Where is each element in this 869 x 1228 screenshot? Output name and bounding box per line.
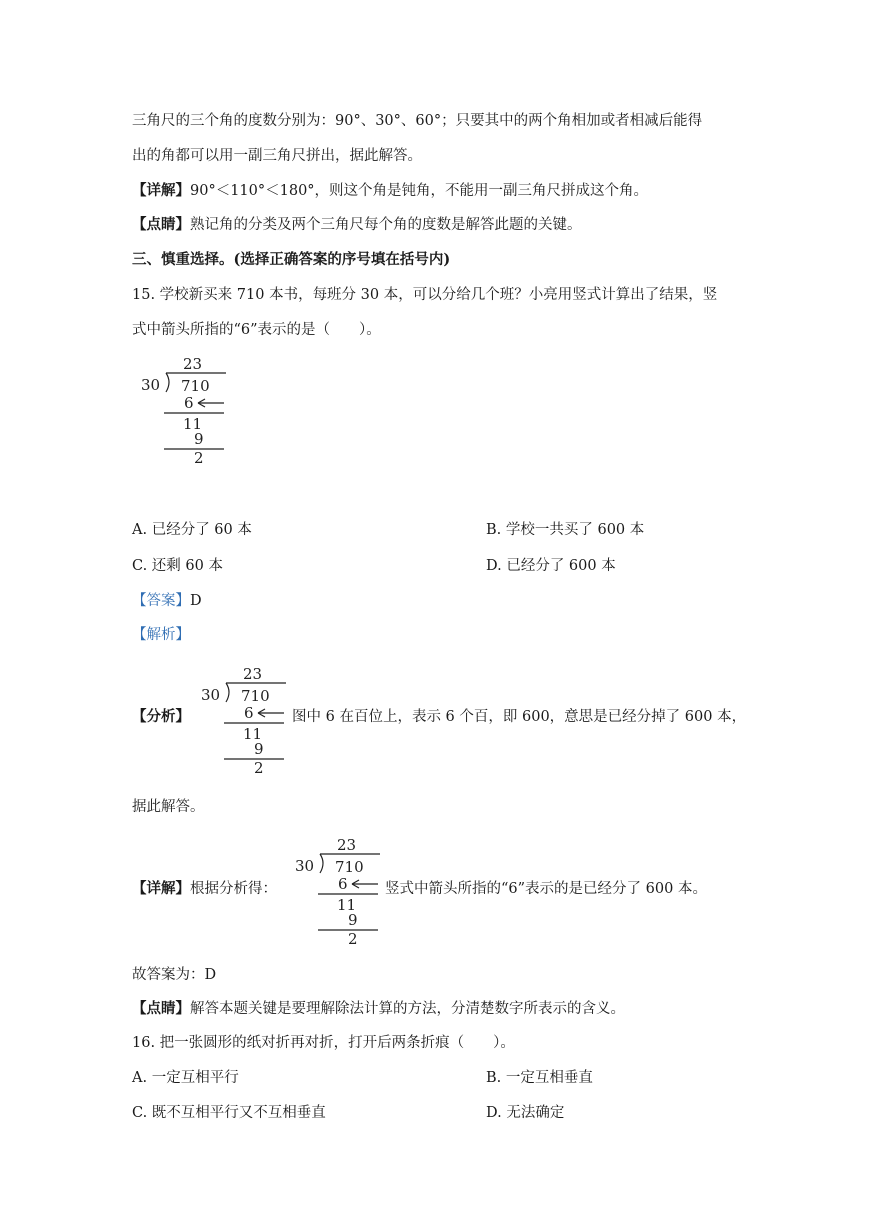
detail-tag: 【详解】	[132, 182, 190, 199]
remainder-2: 2	[254, 759, 264, 777]
q16-line-1: 16. 把一张圆形的纸对折再对折，打开后两条折痕（ ）。	[132, 1035, 515, 1051]
q16-option-a: A. 一定互相平行	[132, 1070, 239, 1086]
intro-line-1: 三角尺的三个角的度数分别为：90°、30°、60°；只要其中的两个角相加或者相减后能得	[132, 113, 703, 129]
tip-text: 解答本题关键是要理解除法计算的方法，分清楚数字所表示的含义。	[190, 1001, 625, 1017]
q15-option-a: A. 已经分了 60 本	[132, 522, 252, 538]
intro-tip	[132, 215, 582, 235]
dividend: 710	[181, 377, 210, 395]
step-2: 9	[254, 740, 264, 758]
detail-tag: 【详解】	[132, 880, 190, 897]
q15-line-1: 15. 学校新买来 710 本书，每班分 30 本，可以分给几个班？小亮用竖式计算出了结果，竖	[132, 287, 718, 303]
tip-tag: 【点睛】	[132, 216, 190, 233]
tip-tag: 【点睛】	[132, 1000, 190, 1017]
intro-detail	[132, 181, 648, 201]
fenxi-text: 图中 6 在百位上，表示 6 个百，即 600，意思是已经分掉了 600 本，	[292, 709, 747, 725]
q15-detail	[132, 879, 277, 899]
q16-option-d: D. 无法确定	[486, 1105, 565, 1121]
dividend: 710	[335, 858, 364, 876]
long-division-figure-3	[290, 833, 385, 948]
step-1: 6	[184, 394, 194, 412]
divisor: 30	[141, 376, 161, 394]
divisor: 30	[295, 857, 315, 875]
q15-tip	[132, 999, 625, 1019]
tip-text: 熟记角的分类及两个三角尺每个角的度数是解答此题的关键。	[190, 217, 582, 233]
long-division-figure	[136, 352, 231, 467]
q16-option-c: C. 既不互相平行又不互相垂直	[132, 1105, 326, 1121]
q16-option-b: B. 一定互相垂直	[486, 1070, 593, 1086]
remainder-2: 2	[348, 930, 358, 948]
quotient: 23	[183, 355, 203, 373]
q15-answer	[132, 591, 202, 611]
step-2: 9	[348, 911, 358, 929]
remainder-2: 2	[194, 449, 204, 467]
detail-text: 竖式中箭头所指的“6”表示的是已经分了 600 本。	[385, 881, 707, 897]
remainder-1: 11	[243, 725, 263, 743]
divisor: 30	[201, 686, 221, 704]
long-division-figure-2	[196, 662, 291, 777]
q15-option-b: B. 学校一共买了 600 本	[486, 522, 645, 538]
q15-conclusion: 故答案为：D	[132, 967, 217, 983]
step-1: 6	[338, 875, 348, 893]
intro-line-2: 出的角都可以用一副三角尺拼出，据此解答。	[132, 148, 422, 164]
quotient: 23	[337, 836, 357, 854]
answer-value: D	[190, 593, 202, 609]
remainder-1: 11	[337, 896, 357, 914]
dividend: 710	[241, 687, 270, 705]
answer-tag: 【答案】	[132, 593, 190, 609]
quotient: 23	[243, 665, 263, 683]
step-1: 6	[244, 704, 254, 722]
step-2: 9	[194, 430, 204, 448]
fenxi-label	[132, 707, 190, 727]
q15-option-c: C. 还剩 60 本	[132, 558, 223, 574]
remainder-1: 11	[183, 415, 203, 433]
section-title: 三、慎重选择。(选择正确答案的序号填在括号内)	[132, 251, 451, 268]
fenxi-cont: 据此解答。	[132, 799, 205, 815]
fenxi-tag: 【分析】	[132, 708, 190, 725]
detail-text: 90°＜110°＜180°，则这个角是钝角，不能用一副三角尺拼成这个角。	[190, 183, 649, 199]
q15-option-d: D. 已经分了 600 本	[486, 558, 616, 574]
analysis-tag: 【解析】	[132, 627, 190, 643]
detail-prefix: 根据分析得：	[190, 881, 277, 897]
q15-line-2: 式中箭头所指的“6”表示的是（ ）。	[132, 322, 381, 338]
